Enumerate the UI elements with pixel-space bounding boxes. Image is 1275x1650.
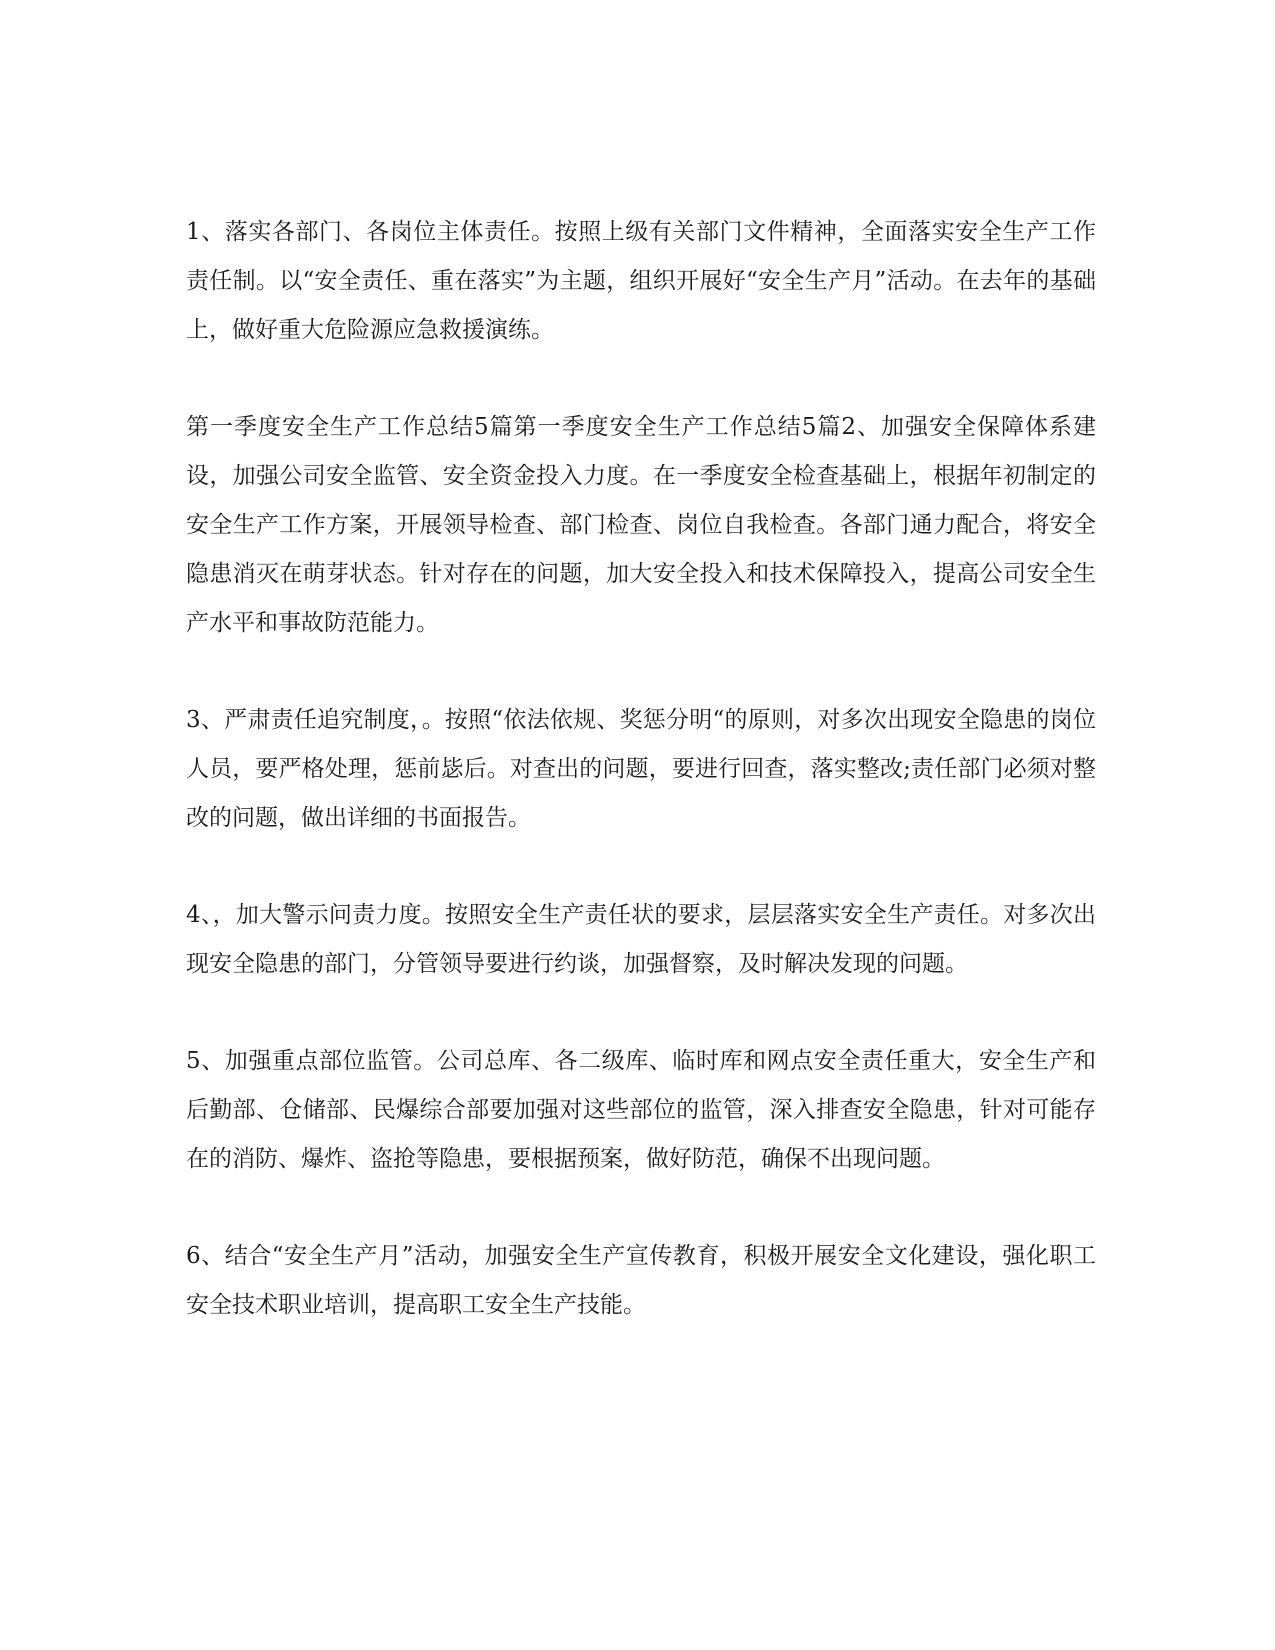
document-body — [186, 208, 1096, 1378]
paragraph-4: 4、，加大警示问责力度。按照安全生产责任状的要求，层层落实安全生产责任。对多次出现安全隐患的部门，分管领导要进行约谈，加强督察，及时解决发现的问题。 — [186, 902, 1096, 977]
paragraph-6: 6、结合“安全生产月”活动，加强安全生产宣传教育，积极开展安全文化建设，强化职工安全技术职业培训，提高职工安全生产技能。 — [186, 1243, 1096, 1318]
paragraph-3: 3、严肃责任追究制度，。按照“依法依规、奖惩分明“的原则，对多次出现安全隐患的岗位人员，要严格处理，惩前毖后。对查出的问题，要进行回查，落实整改;责任部门必须对整改的问题，做出详细的书面报告。 — [186, 707, 1096, 831]
paragraph-2: 第一季度安全生产工作总结5篇第一季度安全生产工作总结5篇2、加强安全保障体系建设，加强公司安全监管、安全资金投入力度。在一季度安全检查基础上，根据年初制定的安全生产工作方案，开展领导检查、部门检查、岗位自我检查。各部门通力配合，将安全隐患消灭在萌芽状态。针对存在的问题，加大安全投入和技术保障投入，提高公司安全生产水平和事故防范能力。 — [186, 414, 1096, 636]
paragraph-5: 5、加强重点部位监管。公司总库、各二级库、临时库和网点安全责任重大，安全生产和后勤部、仓储部、民爆综合部要加强对这些部位的监管，深入排查安全隐患，针对可能存在的消防、爆炸、盗抢等隐患，要根据预案，做好防范，确保不出现问题。 — [186, 1048, 1096, 1172]
paragraph-1: 1、落实各部门、各岗位主体责任。按照上级有关部门文件精神，全面落实安全生产工作责任制。以“安全责任、重在落实”为主题，组织开展好“安全生产月”活动。在去年的基础上，做好重大危险源应急救援演练。 — [186, 219, 1096, 343]
